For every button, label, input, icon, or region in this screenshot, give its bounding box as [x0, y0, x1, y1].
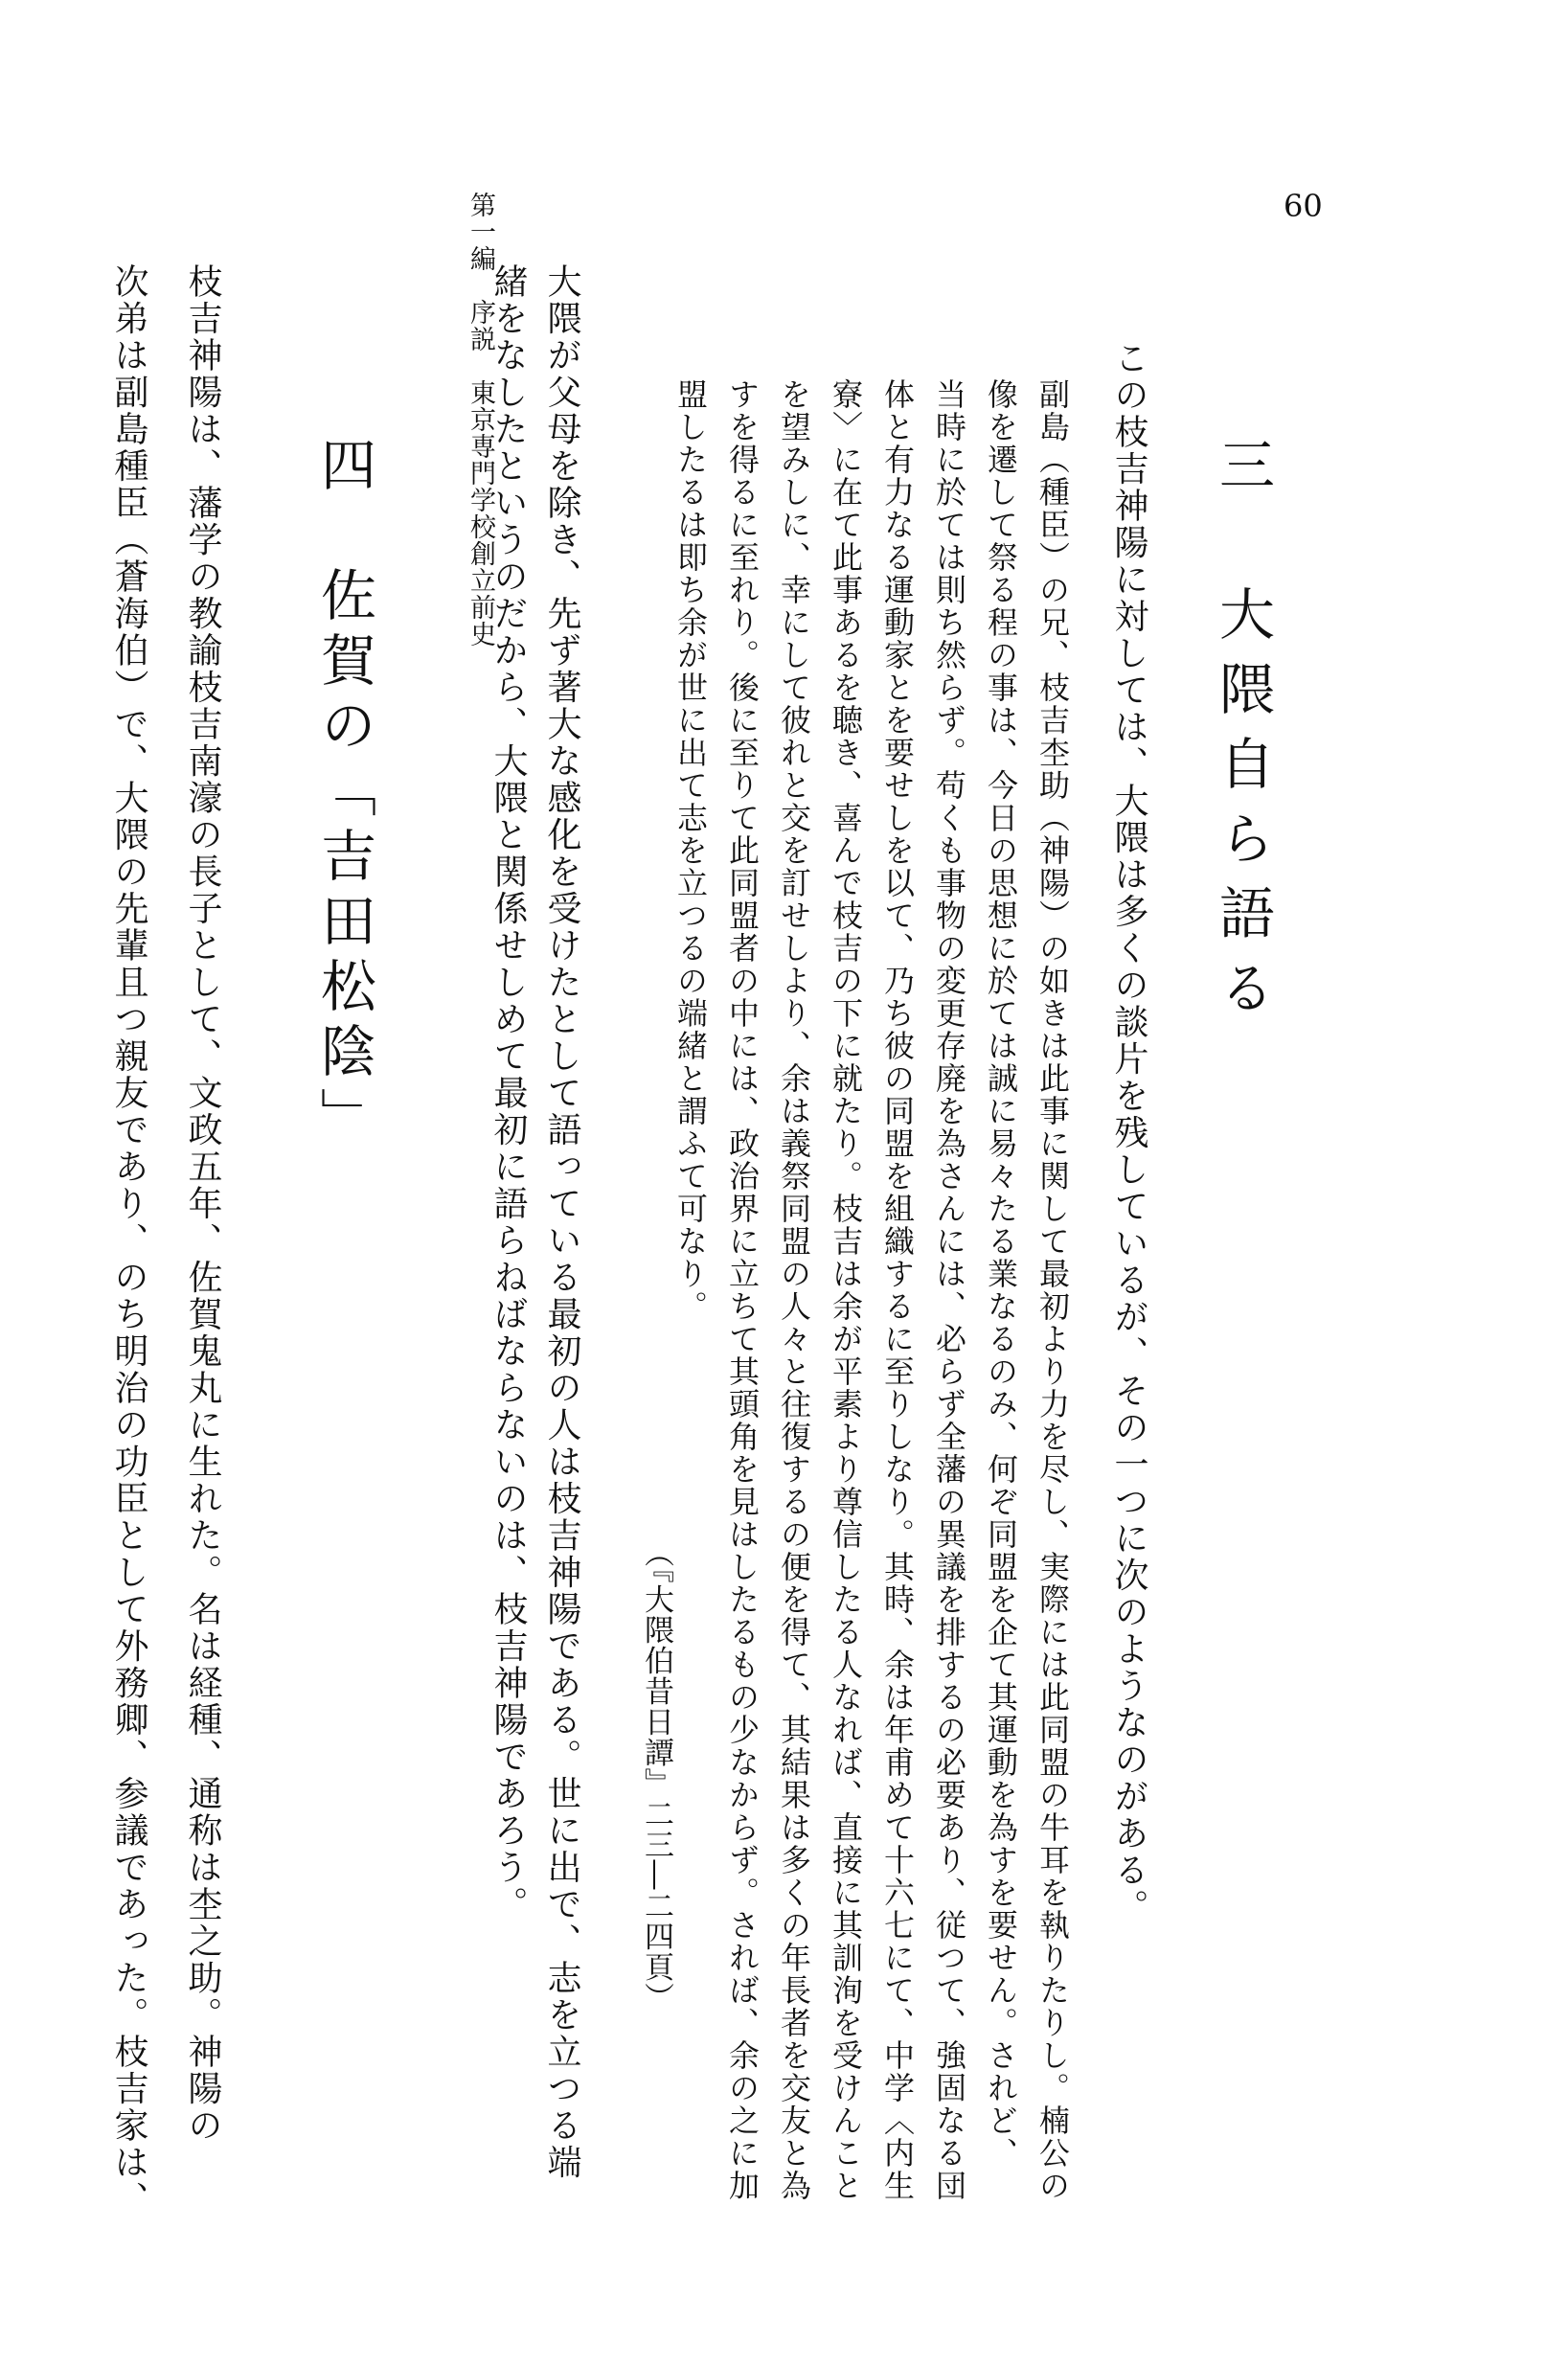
section-4-title: 四 佐賀の「吉田松陰」 — [311, 436, 376, 1152]
commentary-line: 緒をなしたというのだから、大隈と関係せしめて最初に語らねばならないのは、枝吉神陽であろう。 — [489, 263, 528, 1923]
quote-source: （『大隈伯昔日譚』二三―二四頁） — [639, 1537, 673, 2013]
quote-line: 副島（種臣）の兄、枝吉杢助（神陽）の如きは此事に関して最初より力を尽し、実際には此同盟の牛耳を執りたりし。楠公の — [1034, 378, 1071, 2202]
quote-line: 当時に於ては則ち然らず。苟くも事物の変更存廃を為さんには、必らず全藩の異議を排するの必要あり、従つて、強固なる団 — [931, 378, 967, 2202]
page-number: 60 — [1284, 188, 1323, 224]
body-line: 次弟は副島種臣（蒼海伯）で、大隈の先輩且つ親友であり、のち明治の功臣として外務卿、参議であった。枝吉家は、 — [109, 263, 148, 2218]
quote-line: 像を遷して祭る程の事は、今日の思想に於ては誠に易々たる業なるのみ、何ぞ同盟を企て其運動を為すを要せん。されど、 — [983, 378, 1019, 2170]
quote-line: 体と有力なる運動家とを要せしを以て、乃ち彼の同盟を組織するに至りしなり。其時、余は年甫めて十六七にて、中学〈内生 — [879, 378, 916, 2202]
body-line: 枝吉神陽は、藩学の教諭枝吉南濠の長子として、文政五年、佐賀鬼丸に生れた。名は経種、通称は杢之助。神陽の — [183, 263, 222, 2145]
running-header: 第一編 序説 東京専門学校創立前史 — [466, 192, 495, 648]
quote-line: 寮〉に在て此事あるを聴き、喜んで枝吉の下に就たり。枝吉は余が平素より尊信したる人なれば、直接に其訓洵を受けんこと — [828, 378, 864, 2202]
quote-line: すを得るに至れり。後に至りて此同盟者の中には、政治界に立ちて其頭角を見はしたるもの少なからず。されば、余の之に加 — [724, 378, 761, 2202]
quote-line: 盟したるは即ち余が世に出て志を立つるの端緒と謂ふて可なり。 — [672, 378, 709, 1323]
section-3-title: 三 大隈自ら語る — [1210, 436, 1275, 1034]
section-3-intro: この枝吉神陽に対しては、大隈は多くの談片を残しているが、その一つに次のようなのがある。 — [1109, 340, 1148, 1926]
commentary-line: 大隈が父母を除き、先ず著大な感化を受けたとして語っている最初の人は枝吉神陽である。世に出で、志を立つる端 — [542, 263, 581, 2181]
quote-line: を望みしに、幸にして彼れと交を訂せしより、余は義祭同盟の人々と往復するの便を得て、其結果は多くの年長者を交友と為 — [776, 378, 812, 2202]
